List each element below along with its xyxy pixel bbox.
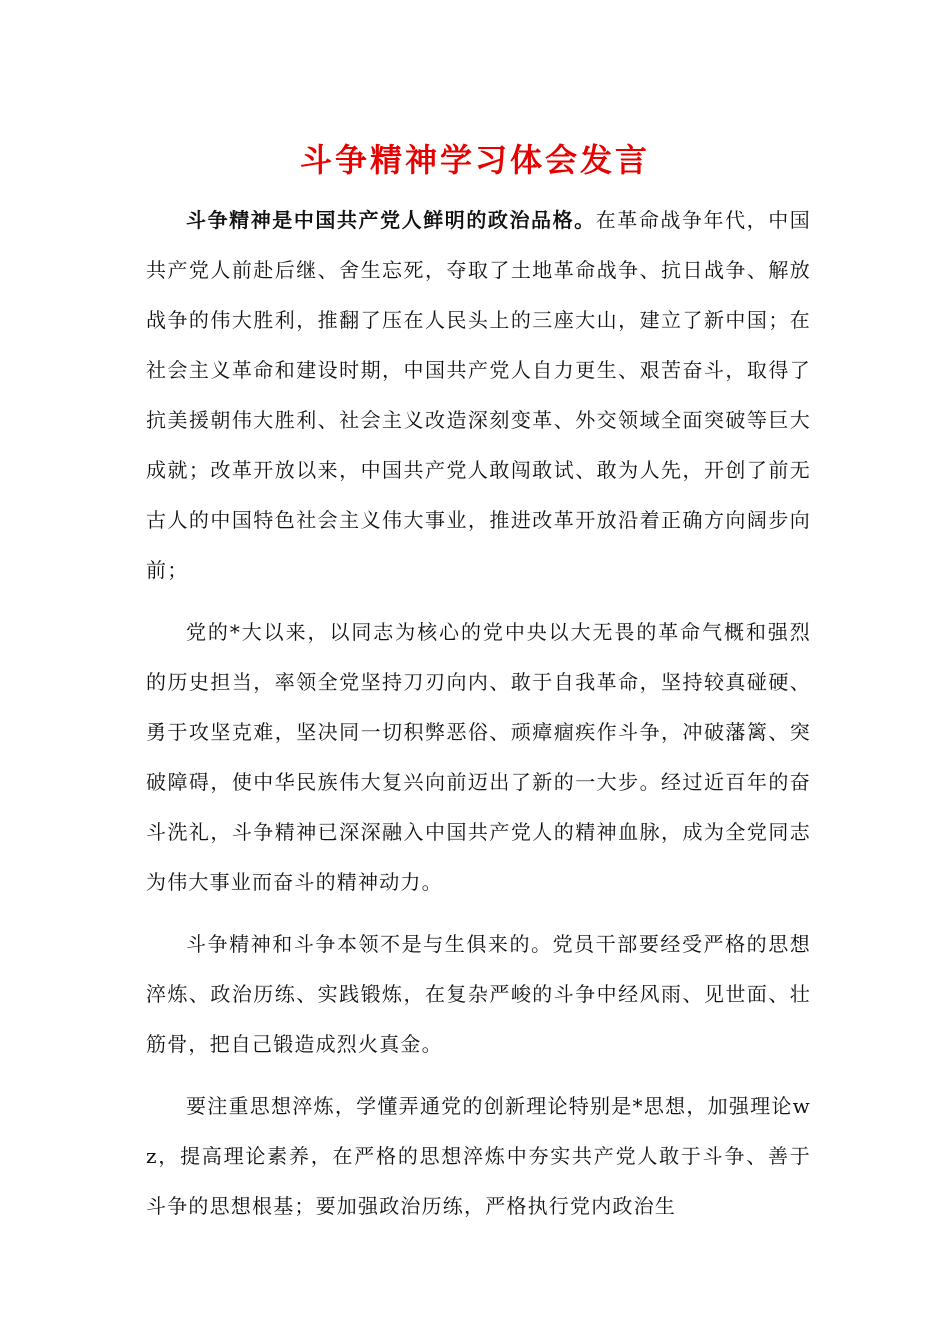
paragraph-1-lead: 斗争精神是中国共产党人鲜明的政治品格。 (186, 208, 596, 232)
document-title: 斗争精神学习体会发言 (299, 141, 650, 179)
paragraph-4 (146, 1081, 811, 1231)
paragraph-3 (146, 919, 811, 1069)
document-body (146, 195, 811, 1243)
paragraph-2-text: 党的*大以来，以同志为核心的党中央以大无畏的革命气概和强烈的历史担当，率领全党坚持刀刃向内、敢于自我革命，坚持较真碰硬、勇于攻坚克难，坚决同一切积弊恶俗、顽瘴痼疾作斗争，冲破藩篱、突破障碍，使中华民族伟大复兴向前迈出了新的一大步。经过近百年的奋斗洗礼，斗争精神已深深融入中国共产党人的精神血脉，成为全党同志为伟大事业而奋斗的精神动力。 (146, 620, 811, 894)
paragraph-3-text: 斗争精神和斗争本领不是与生俱来的。党员干部要经受严格的思想淬炼、政治历练、实践锻炼，在复杂严峻的斗争中经风雨、见世面、壮筋骨，把自己锻造成烈火真金。 (146, 932, 811, 1056)
paragraph-2 (146, 607, 811, 907)
paragraph-1 (146, 195, 811, 595)
paragraph-4-text: 要注重思想淬炼，学懂弄通党的创新理论特别是*思想，加强理论wz，提高理论素养，在严格的思想淬炼中夯实共产党人敢于斗争、善于斗争的思想根基；要加强政治历练，严格执行党内政治生 (146, 1094, 811, 1218)
paragraph-1-text: 在革命战争年代，中国共产党人前赴后继、舍生忘死，夺取了土地革命战争、抗日战争、解放战争的伟大胜利，推翻了压在人民头上的三座大山，建立了新中国；在社会主义革命和建设时期，中国共产党人自力更生、艰苦奋斗，取得了抗美援朝伟大胜利、社会主义改造深刻变革、外交领域全面突破等巨大成就；改革开放以来，中国共产党人敢闯敢试、敢为人先，开创了前无古人的中国特色社会主义伟大事业，推进改革开放沿着正确方向阔步向前； (146, 208, 811, 582)
